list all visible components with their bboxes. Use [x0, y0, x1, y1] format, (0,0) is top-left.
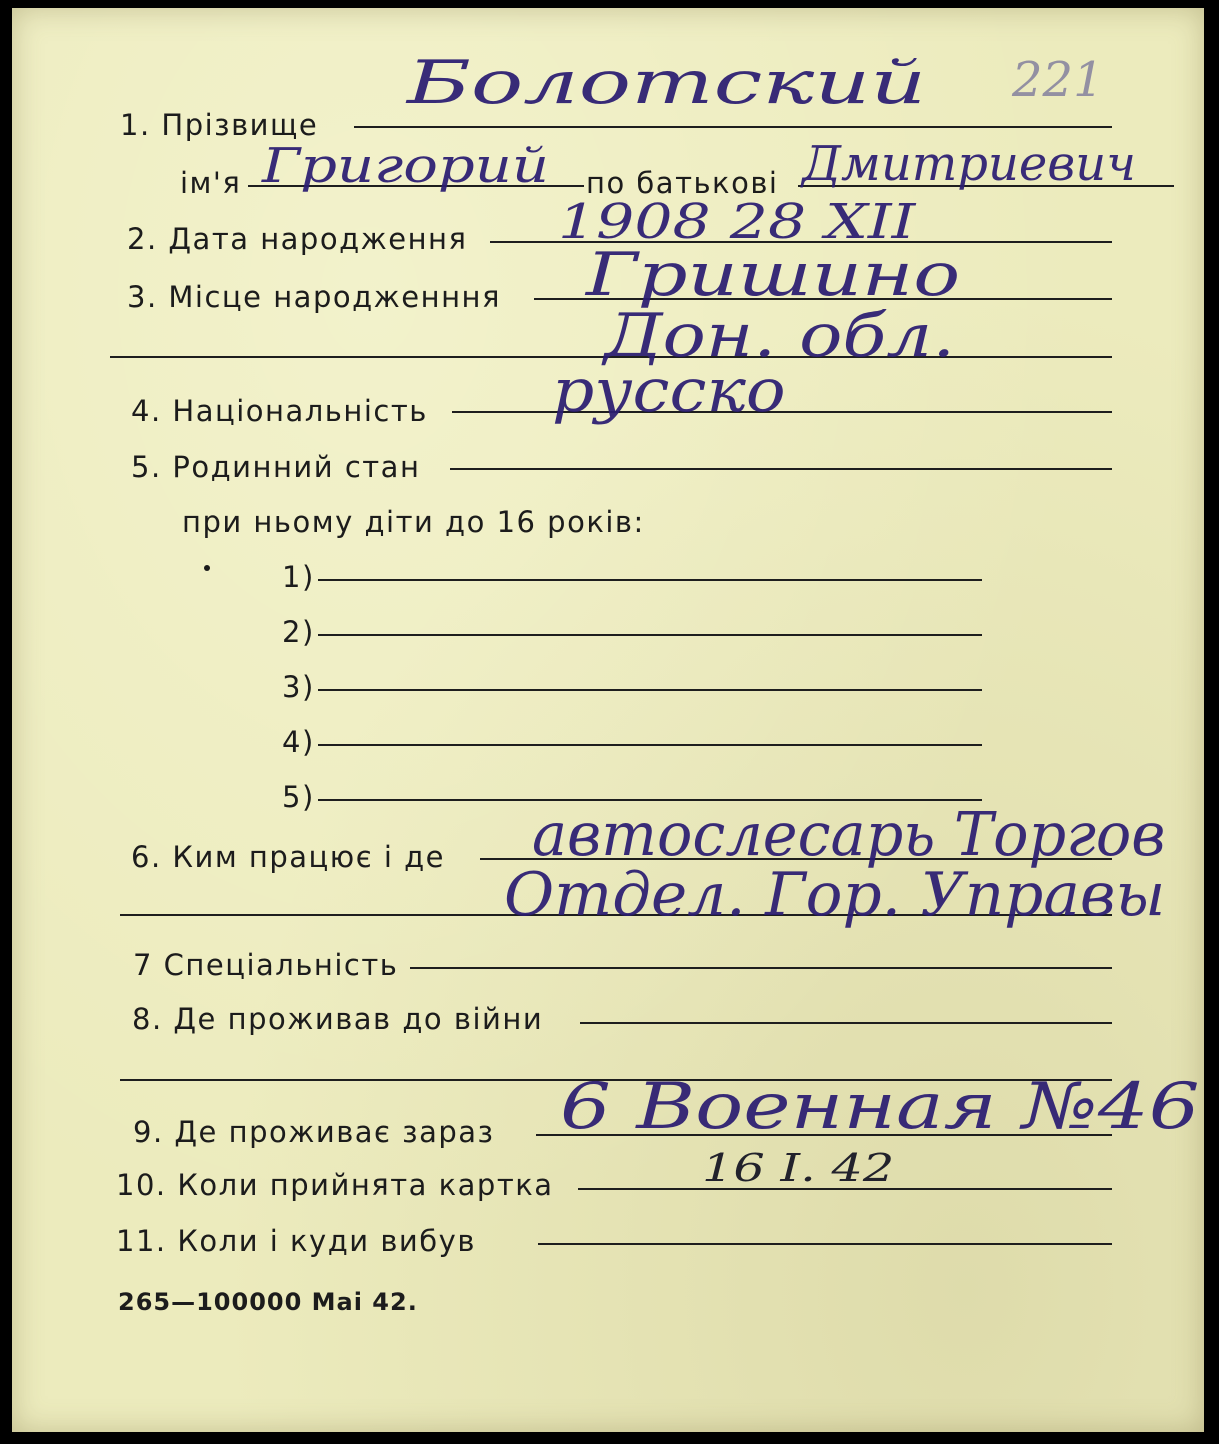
- birthplace-label: 3. Місце народженння: [127, 280, 501, 314]
- birthdate-handwriting: 1908 28 XII: [558, 194, 916, 250]
- family-label: 5. Родинний стан: [131, 450, 421, 484]
- family-line: [450, 468, 1112, 470]
- nationality-label: 4. Національність: [131, 394, 428, 428]
- ink-speck: [204, 565, 210, 571]
- child-2-label: 2): [282, 615, 315, 649]
- birthdate-label: 2. Дата народження: [127, 222, 468, 256]
- child-4-line: [318, 744, 982, 746]
- patronymic-label: по батькові: [586, 166, 779, 200]
- birthplace-handwriting-1: Гришино: [586, 240, 961, 310]
- prewar-label: 8. Де проживав до війни: [132, 1002, 544, 1036]
- child-4-label: 4): [282, 725, 315, 759]
- child-1-line: [318, 579, 982, 581]
- name-handwriting: Григорий: [262, 138, 549, 194]
- child-1-label: 1): [282, 560, 315, 594]
- children-label: при ньому діти до 16 років:: [182, 505, 645, 539]
- print-run-footer: 265—100000 Mai 42.: [118, 1288, 418, 1316]
- specialty-label: 7 Спеціальність: [133, 948, 399, 982]
- child-5-label: 5): [282, 780, 315, 814]
- surname-label: 1. Прізвище: [120, 108, 319, 142]
- current-label: 9. Де проживає зараз: [133, 1115, 495, 1149]
- nationality-handwriting: русско: [552, 356, 786, 426]
- surname-line: [354, 126, 1112, 128]
- birthplace-handwriting-2: Дон. обл.: [604, 301, 956, 371]
- departed-line: [538, 1243, 1112, 1245]
- child-2-line: [318, 634, 982, 636]
- prewar-line-1: [580, 1022, 1112, 1024]
- patronymic-handwriting: Дмитриевич: [802, 136, 1137, 192]
- work-handwriting-1: автослесарь Торгов: [532, 800, 1166, 870]
- child-3-line: [318, 689, 982, 691]
- departed-label: 11. Коли і куди вибув: [116, 1224, 476, 1258]
- registration-card: [12, 8, 1204, 1432]
- accepted-label: 10. Коли прийнята картка: [116, 1168, 554, 1202]
- specialty-line: [410, 967, 1112, 969]
- accepted-date-handwriting: 16 I. 42: [702, 1146, 895, 1190]
- card-number-handwriting: 221: [1012, 52, 1104, 108]
- surname-handwriting: Болотский: [407, 48, 927, 118]
- current-address-handwriting: 6 Военная №46: [560, 1070, 1200, 1144]
- work-label: 6. Ким працює і де: [131, 840, 446, 874]
- work-handwriting-2: Отдел. Гор. Управы: [504, 860, 1166, 930]
- child-3-label: 3): [282, 670, 315, 704]
- name-label: ім'я: [180, 166, 242, 200]
